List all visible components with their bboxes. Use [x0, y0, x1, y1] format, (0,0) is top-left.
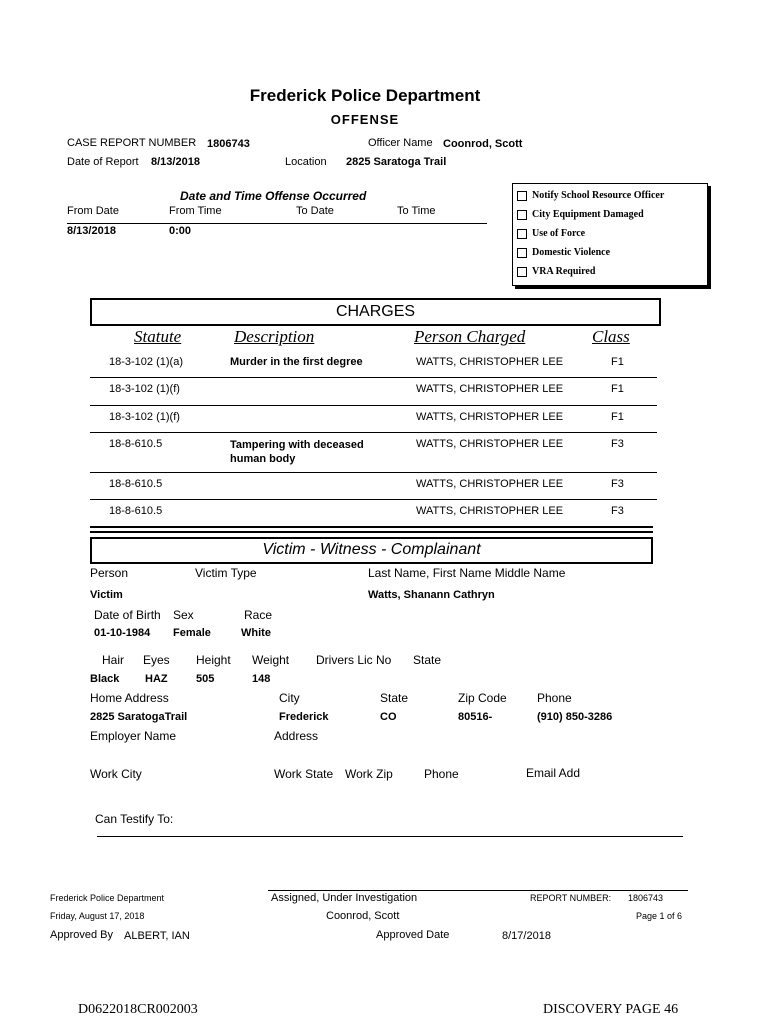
victim-title: Victim - Witness - Complainant [262, 541, 481, 558]
dob-value: 01-10-1984 [94, 627, 151, 639]
col-statute: Statute [134, 327, 182, 346]
state-value: CO [380, 711, 397, 723]
charges-title-box [90, 298, 661, 326]
flag-label: VRA Required [532, 266, 596, 277]
flags-panel [512, 183, 708, 286]
phone-label: Phone [537, 691, 572, 705]
charge-statute: 18-3-102 (1)(a) [109, 356, 183, 368]
zip-value: 80516- [458, 711, 493, 723]
date-of-report: 8/13/2018 [151, 156, 200, 168]
footer-page: Page 1 of 6 [636, 911, 683, 921]
can-testify-label: Can Testify To: [95, 812, 174, 826]
testify-line [97, 836, 683, 837]
flag-label: Domestic Violence [532, 247, 611, 258]
checkbox-icon[interactable] [517, 229, 527, 239]
footer-officer: Coonrod, Scott [326, 910, 400, 922]
charge-statute: 18-3-102 (1)(f) [109, 411, 180, 423]
from-time: 0:00 [169, 225, 192, 237]
officer-name-label: Officer Name [368, 137, 433, 149]
charge-class: F3 [611, 438, 624, 450]
approved-date: 8/17/2018 [502, 930, 551, 942]
flag-label: City Equipment Damaged [532, 209, 644, 220]
weight-value: 148 [252, 673, 271, 685]
city-label: City [279, 691, 300, 705]
victim-name: Watts, Shanann Cathryn [368, 589, 495, 601]
email-label: Email Add [526, 766, 581, 780]
col-class: Class [592, 327, 630, 346]
checkbox-icon[interactable] [517, 210, 527, 220]
charge-class: F3 [611, 505, 624, 517]
footer-department: Frederick Police Department [50, 893, 165, 903]
footer-date: Friday, August 17, 2018 [50, 911, 145, 921]
location-label: Location [285, 156, 327, 168]
sex-label: Sex [173, 608, 194, 622]
charge-person: WATTS, CHRISTOPHER LEE [416, 438, 564, 450]
name-label: Last Name, First Name Middle Name [368, 566, 566, 580]
to-date-label: To Date [296, 205, 334, 217]
officer-name: Coonrod, Scott [443, 138, 523, 150]
row-divider [90, 432, 657, 433]
victim-title-box [90, 537, 653, 564]
weight-label: Weight [252, 653, 290, 667]
col-person-charged: Person Charged [414, 327, 526, 346]
eyes-value: HAZ [145, 673, 168, 685]
charge-statute: 18-8-610.5 [109, 478, 163, 490]
race-value: White [241, 627, 271, 639]
home-address-value: 2825 SaratogaTrail [90, 711, 188, 723]
person-value: Victim [90, 589, 123, 601]
discovery-page: DISCOVERY PAGE 46 [543, 1002, 679, 1017]
hair-value: Black [90, 673, 120, 685]
date-of-report-label: Date of Report [67, 156, 139, 168]
city-value: Frederick [279, 711, 329, 723]
charge-class: F1 [611, 411, 624, 423]
checkbox-icon[interactable] [517, 248, 527, 258]
zip-label: Zip Code [458, 691, 507, 705]
doc-id: D0622018CR002003 [78, 1002, 198, 1017]
height-label: Height [196, 653, 231, 667]
offense-time-heading: Date and Time Offense Occurred [180, 189, 367, 203]
height-value: 505 [196, 673, 215, 685]
charge-person: WATTS, CHRISTOPHER LEE [416, 356, 564, 368]
case-report-number: 1806743 [207, 138, 250, 150]
footer-report-number-label: REPORT NUMBER: [530, 893, 612, 903]
checkbox-icon[interactable] [517, 267, 527, 277]
row-divider [90, 499, 657, 500]
charge-person: WATTS, CHRISTOPHER LEE [416, 411, 564, 423]
case-report-number-label: CASE REPORT NUMBER [67, 137, 197, 149]
row-divider [90, 405, 657, 406]
work-state-label: Work State [274, 767, 334, 781]
hair-label: Hair [102, 653, 125, 667]
footer-report-number: 1806743 [628, 893, 664, 903]
charge-statute: 18-8-610.5 [109, 438, 163, 450]
charges-title: CHARGES [335, 303, 416, 320]
footer-rule [268, 890, 688, 891]
charge-description: Murder in the first degree [230, 356, 363, 368]
col-description: Description [234, 327, 315, 346]
charges-end-rule [90, 526, 653, 528]
person-label: Person [90, 566, 129, 580]
approved-by: ALBERT, IAN [124, 930, 190, 942]
approved-date-label: Approved Date [376, 929, 450, 941]
from-date-label: From Date [67, 205, 119, 217]
charge-class: F3 [611, 478, 624, 490]
dl-state-label: State [413, 653, 442, 667]
work-phone-label: Phone [424, 767, 459, 781]
sex-value: Female [173, 627, 211, 639]
charge-person: WATTS, CHRISTOPHER LEE [416, 383, 564, 395]
dob-label: Date of Birth [94, 608, 161, 622]
charges-end-rule [90, 531, 653, 533]
checkbox-icon[interactable] [517, 191, 527, 201]
work-zip-label: Work Zip [345, 767, 393, 781]
row-divider [90, 377, 657, 378]
flag-label: Use of Force [532, 228, 586, 239]
charge-class: F1 [611, 356, 624, 368]
victim-type-label: Victim Type [195, 566, 257, 580]
approved-by-label: Approved By [50, 929, 113, 941]
charge-person: WATTS, CHRISTOPHER LEE [416, 505, 564, 517]
charge-statute: 18-3-102 (1)(f) [109, 383, 180, 395]
offense-time-divider [67, 223, 487, 224]
phone-value: (910) 850-3286 [537, 711, 613, 723]
footer-status: Assigned, Under Investigation [271, 892, 418, 904]
employer-address-label: Address [274, 729, 319, 743]
row-divider [90, 472, 657, 473]
department-title: Frederick Police Department [249, 86, 481, 105]
from-time-label: From Time [169, 205, 222, 217]
to-time-label: To Time [397, 205, 436, 217]
flag-label: Notify School Resource Officer [532, 190, 665, 201]
drivers-lic-label: Drivers Lic No [316, 653, 392, 667]
state-label: State [380, 691, 409, 705]
location: 2825 Saratoga Trail [346, 156, 447, 168]
work-city-label: Work City [90, 767, 142, 781]
charge-class: F1 [611, 383, 624, 395]
from-date: 8/13/2018 [67, 225, 116, 237]
charge-description: Tampering with deceased human body [230, 439, 364, 465]
race-label: Race [244, 608, 273, 622]
employer-label: Employer Name [90, 729, 177, 743]
form-title: OFFENSE [330, 112, 400, 127]
eyes-label: Eyes [143, 653, 170, 667]
charge-person: WATTS, CHRISTOPHER LEE [416, 478, 564, 490]
charge-statute: 18-8-610.5 [109, 505, 163, 517]
home-address-label: Home Address [90, 691, 169, 705]
